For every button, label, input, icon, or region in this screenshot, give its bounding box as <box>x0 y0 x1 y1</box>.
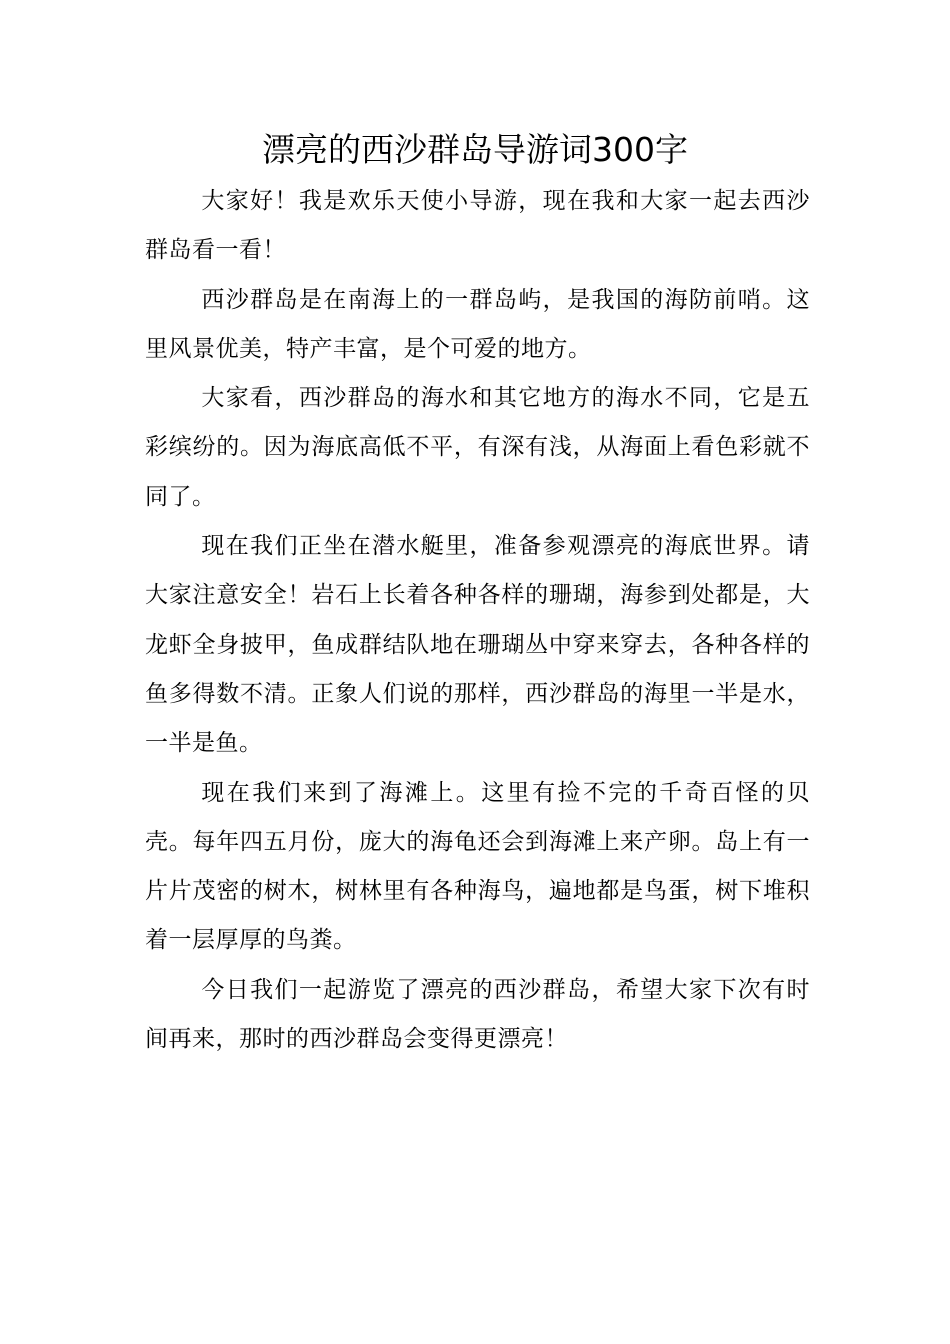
paragraph-beach: 现在我们来到了海滩上。这里有捡不完的千奇百怪的贝壳。每年四五月份，庞大的海龟还会到海滩上来产卵。岛上有一片片茂密的树木，树林里有各种海鸟，遍地都是鸟蛋，树下堆积着一层厚厚的鸟粪。 <box>145 779 810 954</box>
paragraph-underwater: 现在我们正坐在潜水艇里，准备参观漂亮的海底世界。请大家注意安全！岩石上长着各种各样的珊瑚，海参到处都是，大龙虾全身披甲，鱼成群结队地在珊瑚丛中穿来穿去，各种各样的鱼多得数不清。正象人们说的那样，西沙群岛的海里一半是水，一半是鱼。 <box>145 533 810 757</box>
paragraph-farewell: 今日我们一起游览了漂亮的西沙群岛，希望大家下次有时间再来，那时的西沙群岛会变得更漂亮！ <box>145 976 810 1053</box>
paragraph-intro: 西沙群岛是在南海上的一群岛屿，是我国的海防前哨。这里风景优美，特产丰富，是个可爱的地方。 <box>145 286 810 362</box>
paragraph-greeting: 大家好！我是欢乐天使小导游，现在我和大家一起去西沙群岛看一看！ <box>145 188 810 264</box>
document-body <box>145 177 810 1064</box>
paragraph-seawater: 大家看，西沙群岛的海水和其它地方的海水不同，它是五彩缤纷的。因为海底高低不平，有深有浅，从海面上看色彩就不同了。 <box>145 385 810 510</box>
document-title: 漂亮的西沙群岛导游词300字 <box>262 130 688 169</box>
